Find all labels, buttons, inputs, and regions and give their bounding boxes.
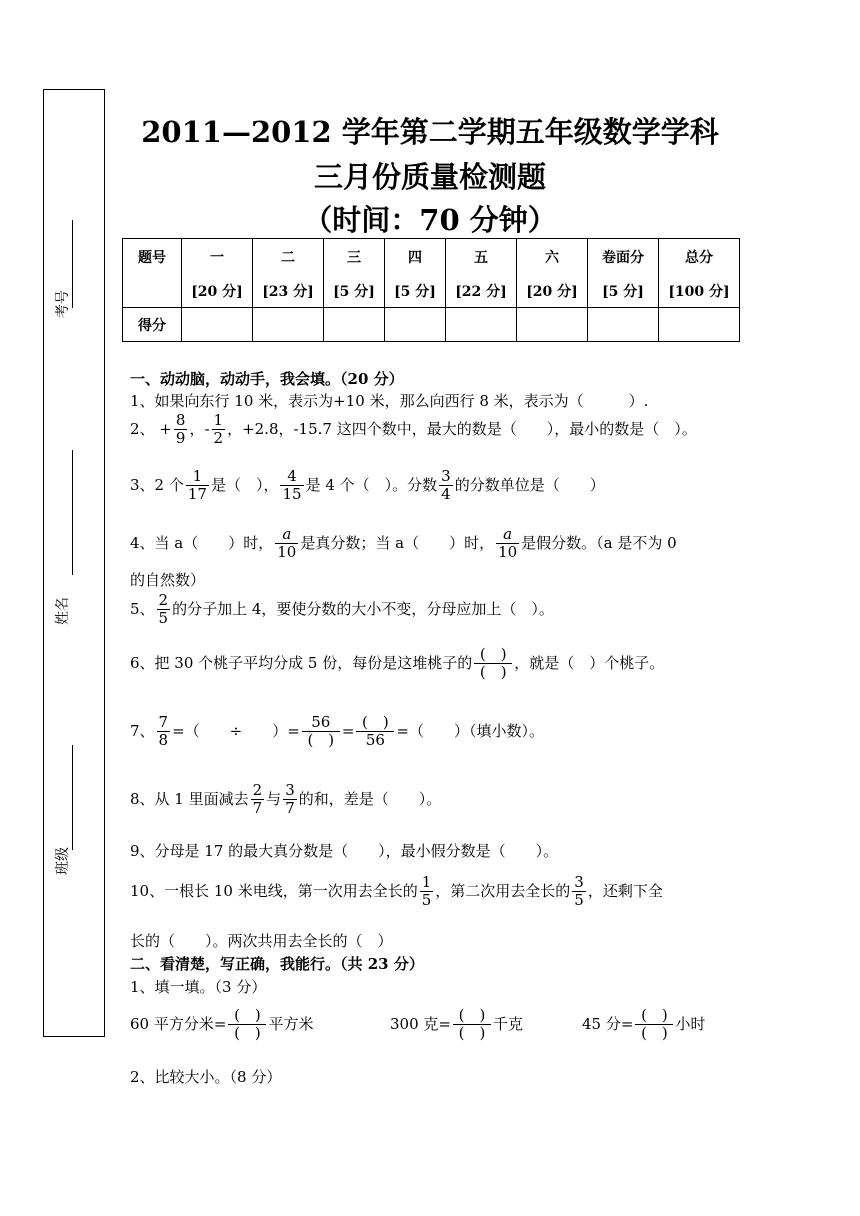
q6-text-a: 6、把 30 个桃子平均分成 5 份，每份是这堆桃子的 [130, 653, 473, 672]
col-name: 四 [408, 250, 422, 266]
q8-text-b: 与 [266, 789, 282, 808]
numerator: 2 [252, 781, 263, 799]
col-name: 三 [347, 250, 361, 266]
section1-heading: 一、动动脑，动动手，我会填。（20 分） [130, 370, 404, 388]
q2-text-b: ，- [189, 419, 210, 438]
fraction-7-8 [157, 714, 171, 750]
fraction-a-10 [496, 526, 519, 562]
numerator-blank[interactable]: ( ) [635, 1007, 673, 1025]
q10-text-c: ，还剩下全 [587, 881, 663, 900]
fraction-1-5 [420, 874, 434, 910]
denominator: 9 [175, 429, 186, 448]
col-points: [20 分] [526, 284, 578, 300]
conversion-row [130, 1007, 313, 1043]
conv2-text-a: 300 克= [390, 1014, 451, 1033]
question-5 [130, 592, 554, 628]
conv1-text-b: 平方米 [268, 1014, 314, 1033]
col-points: [5 分] [394, 284, 436, 300]
q8-text-c: 的和，差是（ ）。 [298, 789, 442, 808]
question-7 [130, 714, 544, 750]
col-header [588, 239, 659, 308]
score-label-cell: 得分 [123, 308, 182, 342]
blank-fraction[interactable] [228, 1007, 266, 1043]
name-line[interactable] [72, 450, 73, 575]
denominator-blank[interactable]: ( ) [458, 1024, 486, 1043]
fraction-2-7 [251, 782, 265, 818]
conversion-3 [582, 1007, 705, 1043]
score-cell[interactable] [446, 308, 517, 342]
denominator: 8 [158, 731, 169, 750]
numerator: 1 [421, 873, 432, 891]
numerator: 7 [158, 713, 169, 731]
fraction-3-7 [283, 782, 297, 818]
denominator-blank[interactable]: ( ) [307, 731, 335, 750]
section2-question-2: 2、比较大小。（8 分） [130, 1068, 282, 1086]
numerator: 1 [213, 411, 224, 429]
col-name: 五 [474, 250, 488, 266]
col-header [446, 239, 517, 308]
question-10 [130, 874, 663, 910]
fraction-4-15 [280, 468, 303, 504]
score-table [122, 238, 740, 342]
fraction-8-9 [174, 412, 188, 448]
fraction-blank-56[interactable] [356, 714, 394, 750]
denominator: 2 [213, 429, 224, 448]
q7-text-d: =（ ）（填小数）。 [396, 721, 544, 740]
numerator: 8 [175, 411, 186, 429]
col-points: [22 分] [455, 284, 507, 300]
exam-title-line1: 2011—2012 学年第二学期五年级数学学科 [141, 115, 719, 149]
q8-text-a: 8、从 1 里面减去 [130, 789, 249, 808]
conv1-text-a: 60 平方分米= [130, 1014, 227, 1033]
q7-text-a: 7、 [130, 721, 155, 740]
denominator-blank[interactable]: ( ) [641, 1024, 668, 1043]
question-4 [130, 526, 677, 562]
blank-fraction[interactable] [453, 1007, 491, 1043]
conversion-2 [390, 1007, 523, 1043]
score-cell[interactable] [517, 308, 588, 342]
score-cell[interactable] [253, 308, 324, 342]
col-header [324, 239, 385, 308]
section2-question-1: 1、填一填。（3 分） [130, 978, 267, 996]
col-header [517, 239, 588, 308]
question-4-cont: 的自然数） [130, 571, 206, 589]
col-header [385, 239, 446, 308]
question-2 [130, 412, 697, 448]
numerator: 3 [285, 781, 295, 799]
denominator: 15 [282, 485, 302, 504]
numerator: 3 [441, 467, 451, 485]
col-header [182, 239, 253, 308]
question-10-cont: 长的（ ）。两次共用去全长的（ ） [130, 932, 393, 950]
fraction-2-5 [157, 592, 171, 628]
denominator: 7 [285, 799, 295, 818]
exam-time: （时间：70 分钟） [303, 203, 557, 237]
conv3-text-b: 小时 [675, 1014, 706, 1033]
q4-text-a: 4、当 a（ ）时， [130, 533, 274, 552]
score-cell[interactable] [385, 308, 446, 342]
conv3-text-a: 45 分= [582, 1014, 634, 1033]
q4-text-b: 是真分数；当 a（ ）时， [300, 533, 495, 552]
question-3 [130, 468, 605, 504]
q4-text-c: 是假分数。（a 是不为 0 [521, 533, 677, 552]
name-label: 姓名 [55, 597, 71, 625]
exam-title-line2: 三月份质量检测题 [313, 160, 546, 194]
numerator-blank[interactable]: ( ) [453, 1007, 491, 1025]
denominator: 17 [187, 485, 207, 504]
denominator-blank[interactable]: ( ) [479, 663, 507, 682]
col-points: [100 分] [668, 284, 730, 300]
question-6 [130, 646, 664, 682]
col-points: [23 分] [262, 284, 314, 300]
numerator-blank[interactable]: ( ) [356, 714, 394, 732]
numerator: 4 [280, 468, 303, 486]
fraction-3-4 [439, 468, 453, 504]
q7-text-c: = [341, 721, 355, 740]
header-label: 题号 [138, 250, 166, 266]
col-name: 一 [210, 250, 224, 266]
col-header [659, 239, 740, 308]
col-points: [20 分] [191, 284, 243, 300]
q7-text-b: =（ ÷ ）= [172, 721, 300, 740]
denominator: 56 [365, 731, 385, 750]
denominator: 5 [421, 891, 432, 910]
denominator: 5 [158, 609, 169, 628]
fraction-56-blank[interactable] [302, 714, 340, 750]
col-points: [5 分] [333, 284, 375, 300]
denominator: 5 [574, 891, 584, 910]
q3-text-b: 是（ ）， [210, 475, 279, 494]
conv2-text-b: 千克 [492, 1014, 523, 1033]
numerator: 1 [186, 468, 209, 486]
score-cell[interactable] [659, 308, 740, 342]
numerator-blank[interactable]: ( ) [228, 1007, 266, 1025]
question-9: 9、分母是 17 的最大真分数是（ ），最小假分数是（ ）。 [130, 842, 559, 860]
section2-heading: 二、看清楚，写正确，我能行。（共 23 分） [130, 955, 424, 973]
fraction-3-5 [572, 874, 586, 910]
score-cell[interactable] [588, 308, 659, 342]
col-name: 六 [545, 250, 559, 266]
q2-text-c: ，+2.8，-15.7 这四个数中，最大的数是（ ），最小的数是（ ）。 [227, 419, 697, 438]
q3-text-c: 是 4 个（ ）。分数 [305, 475, 438, 494]
q10-text-b: ，第二次用去全长的 [435, 881, 571, 900]
numerator-blank[interactable]: ( ) [474, 646, 512, 664]
class-line[interactable] [72, 745, 73, 850]
class-label: 班级 [55, 847, 71, 875]
exam-number-label: 考号 [55, 290, 71, 318]
header-label-cell [123, 239, 182, 308]
q5-text-b: 的分子加上 4，要使分数的大小不变，分母应加上（ ）。 [172, 599, 554, 618]
blank-fraction[interactable] [474, 646, 512, 682]
q2-text-a: 2、 + [130, 419, 172, 438]
numerator: 3 [574, 873, 584, 891]
numerator: 2 [158, 591, 169, 609]
q3-text-d: 的分数单位是（ ） [454, 475, 605, 494]
q10-text-a: 10、一根长 10 米电线，第一次用去全长的 [130, 881, 418, 900]
numerator: 56 [302, 714, 340, 732]
denominator: 7 [252, 799, 263, 818]
denominator-blank[interactable]: ( ) [234, 1024, 261, 1043]
score-cell[interactable] [182, 308, 253, 342]
fraction-1-17 [186, 468, 209, 504]
fraction-1-2 [212, 412, 226, 448]
q5-text-a: 5、 [130, 599, 155, 618]
denominator: 10 [277, 543, 297, 562]
q6-text-b: ，就是（ ）个桃子。 [514, 653, 665, 672]
col-header [253, 239, 324, 308]
question-1: 1、如果向东行 10 米，表示为+10 米，那么向西行 8 米，表示为（ ）. [130, 392, 649, 410]
blank-fraction[interactable] [635, 1007, 673, 1043]
col-points: [5 分] [602, 284, 644, 300]
denominator: 10 [498, 543, 518, 562]
col-name: 二 [281, 250, 295, 266]
numerator: a [275, 526, 298, 544]
numerator: a [496, 526, 519, 544]
col-name: 卷面分 [602, 250, 644, 266]
question-8 [130, 782, 441, 818]
col-name: 总分 [685, 250, 713, 266]
fraction-a-10 [275, 526, 298, 562]
denominator: 4 [441, 485, 451, 504]
score-cell[interactable] [324, 308, 385, 342]
q3-text-a: 3、2 个 [130, 475, 184, 494]
